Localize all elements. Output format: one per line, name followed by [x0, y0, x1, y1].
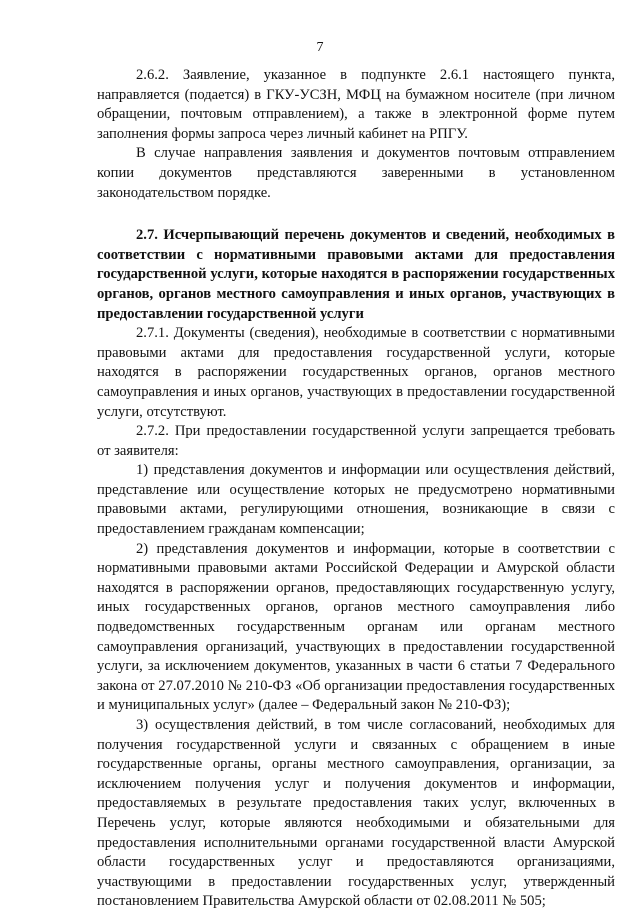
- document-body: [97, 66, 615, 912]
- paragraph-postal-copies: В случае направления заявления и документов почтовым отправлением копии документов представляются заверенными в установленном законодательством порядке.: [97, 145, 615, 201]
- section-heading-2-7: 2.7. Исчерпывающий перечень документов и сведений, необходимых в соответствии с нормативными правовыми актами для предоставления государственной услуги, которые находятся в распоряжении государственных органов, органов местного самоуправления и иных органов, участвующих в предоставлении государственной услуги: [97, 227, 615, 322]
- page-number: 7: [316, 40, 324, 55]
- paragraph-2-6-2: 2.6.2. Заявление, указанное в подпункте 2.6.1 настоящего пункта, направляется (подается) в ГКУ-УСЗН, МФЦ на бумажном носителе (при личном обращении, почтовым отправлением), а также в электронной форме путем заполнения формы запроса через личный кабинет на РПГУ.: [97, 67, 615, 142]
- paragraph-2-7-2: 2.7.2. При предоставлении государственной услуги запрещается требовать от заявителя:: [97, 423, 615, 459]
- section-spacer: [97, 203, 615, 226]
- list-item-1: 1) представления документов и информации или осуществления действий, представление или осуществление которых не предусмотрено нормативными правовыми актами, регулирующими отношения, возникающие в связи с предоставлением гражданам компенсации;: [97, 462, 615, 538]
- list-item-2: 2) представления документов и информации, которые в соответствии с нормативными правовыми актами Российской Федерации и Амурской области находятся в распоряжении органов, предоставляющих государственную услугу, иных государственных органов, органов местного самоуправления либо подведомственных государственным органам или органам местного самоуправления организаций, участвующих в предоставлении государственной услуги, за исключением документов, указанных в части 6 статьи 7 Федерального закона от 27.07.2010 № 210-ФЗ «Об организации предоставления государственных и муниципальных услуг» (далее – Федеральный закон № 210-ФЗ);: [97, 540, 615, 714]
- paragraph-2-7-1: 2.7.1. Документы (сведения), необходимые в соответствии с нормативными правовыми актами для предоставления государственной услуги, которые находятся в распоряжении государственных органов, органов местного самоуправления и иных органов, участвующих в предоставлении государственной услуги, отсутствуют.: [97, 325, 615, 420]
- list-item-3: 3) осуществления действий, в том числе согласований, необходимых для получения государственной услуги и связанных с обращением в иные государственные органы, органы местного самоуправления, организации, за исключением получения услуг и получения документов и информации, предоставляемых в результате предоставления таких услуг, включенных в Перечень услуг, которые являются необходимыми и обязательными для предоставления исполнительными органами государственной власти Амурской области государственных услуг и предоставляются организациями, участвующими в предоставлении государственных услуг, утвержденный постановлением Правительства Амурской области от 02.08.2011 № 505;: [97, 717, 615, 910]
